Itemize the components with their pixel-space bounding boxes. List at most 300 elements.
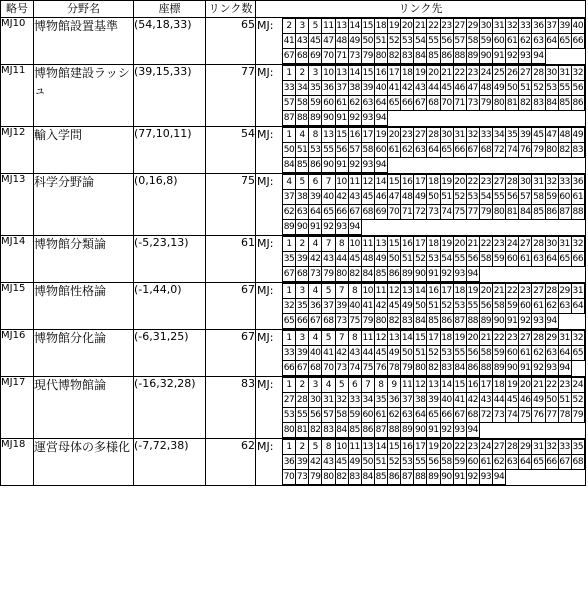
link-grid-line xyxy=(283,205,585,220)
link-target: 51 xyxy=(296,143,309,158)
link-target: 45 xyxy=(361,190,374,205)
link-target: 90 xyxy=(506,361,519,376)
row-name: 科学分野論 xyxy=(34,174,134,236)
link-target: 14 xyxy=(348,19,361,34)
link-target: 72 xyxy=(479,408,492,423)
row-links-cell xyxy=(256,127,586,174)
link-target: 74 xyxy=(440,205,453,220)
link-grid-line xyxy=(283,158,585,173)
link-target: 82 xyxy=(388,314,401,329)
link-grid-line xyxy=(283,378,585,393)
link-target: 14 xyxy=(374,440,387,455)
link-target: 77 xyxy=(545,408,558,423)
link-target: 14 xyxy=(414,284,427,299)
link-target: 60 xyxy=(519,299,532,314)
link-target: 43 xyxy=(348,190,361,205)
link-target: 47 xyxy=(322,34,335,49)
link-prefix: MJ: xyxy=(257,284,274,297)
link-target: 47 xyxy=(466,81,479,96)
link-target: 45 xyxy=(388,299,401,314)
empty-cell xyxy=(571,220,584,235)
link-target: 55 xyxy=(427,34,440,49)
link-target: 57 xyxy=(322,408,335,423)
link-target: 40 xyxy=(374,81,387,96)
link-target: 47 xyxy=(545,128,558,143)
link-target: 72 xyxy=(493,143,506,158)
empty-cell xyxy=(493,111,506,126)
link-target: 67 xyxy=(453,408,466,423)
link-target: 28 xyxy=(532,237,545,252)
link-grid-line xyxy=(283,81,585,96)
link-target: 87 xyxy=(453,314,466,329)
link-target: 31 xyxy=(558,331,571,346)
link-target: 86 xyxy=(571,96,584,111)
link-target: 61 xyxy=(335,96,348,111)
empty-cell xyxy=(388,158,401,173)
row-id: MJ13 xyxy=(1,174,34,236)
link-target: 43 xyxy=(322,455,335,470)
link-target: 10 xyxy=(361,284,374,299)
link-target: 2 xyxy=(296,440,309,455)
link-grid-line xyxy=(283,361,585,376)
link-target: 20 xyxy=(388,128,401,143)
link-grid xyxy=(282,283,585,329)
empty-cell xyxy=(558,158,571,173)
empty-cell xyxy=(545,267,558,282)
row-links-cell xyxy=(256,439,586,486)
link-target: 31 xyxy=(532,440,545,455)
link-target: 59 xyxy=(348,408,361,423)
link-target: 40 xyxy=(322,190,335,205)
link-target: 14 xyxy=(440,378,453,393)
link-grid xyxy=(282,65,585,126)
links-wrap xyxy=(256,174,585,235)
link-target: 76 xyxy=(519,143,532,158)
link-target: 23 xyxy=(558,378,571,393)
link-target: 85 xyxy=(427,314,440,329)
link-target: 82 xyxy=(388,49,401,64)
link-target: 52 xyxy=(571,393,584,408)
link-prefix: MJ: xyxy=(257,66,274,79)
link-target: 74 xyxy=(506,143,519,158)
link-target: 90 xyxy=(440,470,453,485)
link-target: 61 xyxy=(374,408,387,423)
links-wrap xyxy=(256,127,585,173)
link-target: 83 xyxy=(401,314,414,329)
link-target: 89 xyxy=(401,267,414,282)
link-target: 45 xyxy=(348,252,361,267)
empty-cell xyxy=(453,111,466,126)
link-target: 25 xyxy=(493,66,506,81)
link-target: 23 xyxy=(479,175,492,190)
link-target: 32 xyxy=(283,299,296,314)
link-target: 50 xyxy=(283,143,296,158)
row-link-count: 83 xyxy=(206,377,256,439)
link-target: 35 xyxy=(506,128,519,143)
link-target: 53 xyxy=(283,408,296,423)
link-target: 52 xyxy=(440,299,453,314)
link-target: 90 xyxy=(493,314,506,329)
link-target: 21 xyxy=(493,284,506,299)
link-target: 91 xyxy=(427,267,440,282)
link-target: 70 xyxy=(322,49,335,64)
link-target: 3 xyxy=(309,66,322,81)
link-target: 12 xyxy=(361,175,374,190)
empty-cell xyxy=(427,158,440,173)
link-target: 10 xyxy=(335,440,348,455)
link-target: 16 xyxy=(401,237,414,252)
link-target: 48 xyxy=(558,128,571,143)
link-target: 35 xyxy=(571,440,584,455)
link-target: 33 xyxy=(519,19,532,34)
link-target: 51 xyxy=(401,252,414,267)
link-target: 30 xyxy=(309,393,322,408)
link-target: 32 xyxy=(335,393,348,408)
empty-cell xyxy=(388,220,401,235)
link-target: 50 xyxy=(427,190,440,205)
link-target: 62 xyxy=(401,143,414,158)
link-target: 65 xyxy=(388,96,401,111)
link-target: 61 xyxy=(479,455,492,470)
link-target: 73 xyxy=(309,267,322,282)
link-target: 73 xyxy=(466,96,479,111)
link-target: 65 xyxy=(322,205,335,220)
empty-cell xyxy=(571,423,584,438)
link-grid-line xyxy=(283,190,585,205)
link-target: 57 xyxy=(519,190,532,205)
link-prefix: MJ: xyxy=(257,175,274,188)
link-target: 14 xyxy=(348,66,361,81)
row-coord: (-7,72,38) xyxy=(134,439,206,486)
row-name: 現代博物館論 xyxy=(34,377,134,439)
link-target: 32 xyxy=(506,19,519,34)
link-target: 29 xyxy=(558,284,571,299)
link-target: 22 xyxy=(466,175,479,190)
links-wrap xyxy=(256,65,585,126)
empty-cell xyxy=(388,111,401,126)
header-count: リンク数 xyxy=(206,1,256,18)
link-target: 35 xyxy=(309,81,322,96)
link-target: 65 xyxy=(532,455,545,470)
link-target: 60 xyxy=(322,96,335,111)
link-target: 15 xyxy=(388,237,401,252)
link-target: 39 xyxy=(427,393,440,408)
link-prefix: MJ: xyxy=(257,378,274,391)
link-target: 37 xyxy=(401,393,414,408)
link-target: 11 xyxy=(361,237,374,252)
empty-cell xyxy=(558,314,571,329)
link-target: 20 xyxy=(479,284,492,299)
link-target: 80 xyxy=(545,143,558,158)
link-target: 65 xyxy=(558,252,571,267)
link-target: 83 xyxy=(571,143,584,158)
row-links-cell xyxy=(256,330,586,377)
link-grid-line xyxy=(283,393,585,408)
link-target: 89 xyxy=(466,49,479,64)
link-target: 64 xyxy=(545,34,558,49)
link-target: 62 xyxy=(388,408,401,423)
link-target: 1 xyxy=(283,128,296,143)
link-target: 89 xyxy=(309,111,322,126)
link-target: 66 xyxy=(545,455,558,470)
link-prefix: MJ: xyxy=(257,440,274,453)
link-target: 92 xyxy=(532,361,545,376)
link-target: 22 xyxy=(493,331,506,346)
link-target: 33 xyxy=(558,440,571,455)
link-target: 64 xyxy=(545,252,558,267)
link-target: 19 xyxy=(427,440,440,455)
link-target: 90 xyxy=(322,111,335,126)
empty-cell xyxy=(545,49,558,64)
link-target: 56 xyxy=(466,346,479,361)
link-target: 49 xyxy=(374,252,387,267)
link-target: 1 xyxy=(283,331,296,346)
empty-cell xyxy=(506,158,519,173)
link-target: 43 xyxy=(322,252,335,267)
link-target: 60 xyxy=(493,34,506,49)
table-row xyxy=(1,127,586,174)
link-target: 78 xyxy=(388,361,401,376)
empty-cell xyxy=(571,267,584,282)
link-target: 36 xyxy=(388,393,401,408)
empty-cell xyxy=(506,220,519,235)
link-target: 66 xyxy=(283,361,296,376)
link-target: 94 xyxy=(466,423,479,438)
link-target: 81 xyxy=(296,423,309,438)
link-target: 11 xyxy=(348,175,361,190)
link-target: 93 xyxy=(453,267,466,282)
link-target: 67 xyxy=(283,267,296,282)
empty-cell xyxy=(545,220,558,235)
link-target: 43 xyxy=(479,393,492,408)
link-target: 58 xyxy=(440,455,453,470)
empty-cell xyxy=(479,220,492,235)
table-row xyxy=(1,330,586,377)
link-target: 17 xyxy=(361,128,374,143)
empty-cell xyxy=(479,111,492,126)
link-target: 66 xyxy=(335,205,348,220)
link-target: 6 xyxy=(348,378,361,393)
link-target: 43 xyxy=(348,346,361,361)
header-name: 分野名 xyxy=(34,1,134,18)
link-target: 75 xyxy=(519,408,532,423)
link-target: 94 xyxy=(545,314,558,329)
link-target: 83 xyxy=(532,96,545,111)
row-link-count: 67 xyxy=(206,330,256,377)
link-target: 13 xyxy=(322,128,335,143)
empty-cell xyxy=(571,158,584,173)
link-target: 77 xyxy=(466,205,479,220)
empty-cell xyxy=(506,267,519,282)
row-links-cell xyxy=(256,18,586,65)
empty-cell xyxy=(532,158,545,173)
link-target: 58 xyxy=(361,143,374,158)
link-target: 18 xyxy=(493,378,506,393)
link-target: 50 xyxy=(388,252,401,267)
link-target: 49 xyxy=(414,190,427,205)
row-coord: (-5,23,13) xyxy=(134,236,206,283)
link-target: 55 xyxy=(414,455,427,470)
link-target: 65 xyxy=(558,34,571,49)
empty-cell xyxy=(545,470,558,485)
link-target: 22 xyxy=(545,378,558,393)
link-grid xyxy=(282,18,585,64)
link-target: 85 xyxy=(374,267,387,282)
link-target: 36 xyxy=(571,175,584,190)
link-target: 51 xyxy=(558,393,571,408)
link-grid xyxy=(282,236,585,282)
link-target: 23 xyxy=(466,440,479,455)
link-target: 15 xyxy=(388,175,401,190)
link-target: 34 xyxy=(493,128,506,143)
link-target: 53 xyxy=(466,190,479,205)
link-grid xyxy=(282,377,585,438)
link-target: 54 xyxy=(440,252,453,267)
link-target: 50 xyxy=(361,455,374,470)
links-wrap xyxy=(256,18,585,64)
link-target: 79 xyxy=(532,143,545,158)
link-target: 29 xyxy=(519,440,532,455)
link-target: 41 xyxy=(361,299,374,314)
link-target: 85 xyxy=(348,423,361,438)
link-target: 46 xyxy=(374,190,387,205)
link-target: 13 xyxy=(361,440,374,455)
link-target: 41 xyxy=(388,81,401,96)
link-target: 23 xyxy=(440,19,453,34)
link-target: 94 xyxy=(466,267,479,282)
link-target: 39 xyxy=(558,19,571,34)
link-target: 43 xyxy=(296,34,309,49)
link-target: 92 xyxy=(519,314,532,329)
link-target: 53 xyxy=(453,299,466,314)
empty-cell xyxy=(427,220,440,235)
link-target: 59 xyxy=(493,252,506,267)
link-target: 73 xyxy=(427,205,440,220)
link-target: 68 xyxy=(427,96,440,111)
link-target: 79 xyxy=(361,314,374,329)
link-target: 31 xyxy=(453,128,466,143)
empty-cell xyxy=(558,267,571,282)
link-target: 32 xyxy=(571,237,584,252)
row-link-count: 75 xyxy=(206,174,256,236)
link-target: 45 xyxy=(440,81,453,96)
link-target: 59 xyxy=(545,190,558,205)
link-target: 18 xyxy=(374,19,387,34)
link-target: 17 xyxy=(479,378,492,393)
link-target: 35 xyxy=(374,393,387,408)
link-target: 27 xyxy=(283,393,296,408)
link-target: 51 xyxy=(414,346,427,361)
link-target: 93 xyxy=(335,220,348,235)
link-target: 21 xyxy=(414,19,427,34)
link-target: 10 xyxy=(322,66,335,81)
link-target: 50 xyxy=(361,34,374,49)
link-target: 56 xyxy=(506,190,519,205)
link-grid-line xyxy=(283,252,585,267)
link-target: 28 xyxy=(506,175,519,190)
link-target: 28 xyxy=(532,331,545,346)
link-target: 73 xyxy=(335,361,348,376)
link-target: 93 xyxy=(532,314,545,329)
link-target: 86 xyxy=(388,267,401,282)
link-target: 23 xyxy=(506,331,519,346)
link-target: 36 xyxy=(322,81,335,96)
link-target: 94 xyxy=(374,158,387,173)
link-target: 40 xyxy=(348,299,361,314)
header-row xyxy=(1,1,586,18)
table-row xyxy=(1,174,586,236)
link-target: 22 xyxy=(453,66,466,81)
link-target: 50 xyxy=(506,81,519,96)
link-target: 13 xyxy=(427,378,440,393)
table-body xyxy=(1,18,586,486)
link-target: 93 xyxy=(479,470,492,485)
empty-cell xyxy=(479,267,492,282)
link-target: 19 xyxy=(453,331,466,346)
empty-cell xyxy=(558,49,571,64)
links-wrap xyxy=(256,236,585,282)
link-target: 86 xyxy=(361,423,374,438)
link-target: 21 xyxy=(440,66,453,81)
link-target: 50 xyxy=(545,393,558,408)
link-target: 66 xyxy=(440,408,453,423)
empty-cell xyxy=(571,49,584,64)
empty-cell xyxy=(558,220,571,235)
link-target: 91 xyxy=(335,158,348,173)
link-target: 89 xyxy=(479,314,492,329)
link-target: 73 xyxy=(348,49,361,64)
link-target: 82 xyxy=(348,267,361,282)
link-target: 72 xyxy=(414,205,427,220)
links-wrap xyxy=(256,377,585,438)
link-target: 8 xyxy=(348,331,361,346)
row-coord: (39,15,33) xyxy=(134,65,206,127)
link-target: 43 xyxy=(414,81,427,96)
link-target: 37 xyxy=(322,299,335,314)
link-target: 87 xyxy=(374,423,387,438)
link-target: 3 xyxy=(296,331,309,346)
link-target: 81 xyxy=(506,205,519,220)
empty-cell xyxy=(519,470,532,485)
link-target: 88 xyxy=(453,49,466,64)
link-target: 24 xyxy=(571,378,584,393)
empty-cell xyxy=(466,220,479,235)
link-target: 12 xyxy=(414,378,427,393)
link-target: 57 xyxy=(283,96,296,111)
link-target: 88 xyxy=(479,361,492,376)
link-target: 1 xyxy=(283,66,296,81)
link-target: 79 xyxy=(479,96,492,111)
empty-cell xyxy=(506,423,519,438)
link-target: 59 xyxy=(309,96,322,111)
link-target: 80 xyxy=(493,205,506,220)
link-target: 56 xyxy=(427,455,440,470)
link-target: 89 xyxy=(427,470,440,485)
link-target: 13 xyxy=(335,19,348,34)
link-target: 69 xyxy=(309,49,322,64)
link-target: 79 xyxy=(309,470,322,485)
link-target: 47 xyxy=(388,190,401,205)
link-target: 37 xyxy=(283,190,296,205)
link-target: 91 xyxy=(335,111,348,126)
link-grid-line xyxy=(283,346,585,361)
links-wrap xyxy=(256,330,585,376)
link-target: 39 xyxy=(519,128,532,143)
header-coord: 座標 xyxy=(134,1,206,18)
link-target: 37 xyxy=(545,19,558,34)
row-links-cell xyxy=(256,283,586,330)
link-target: 55 xyxy=(558,81,571,96)
